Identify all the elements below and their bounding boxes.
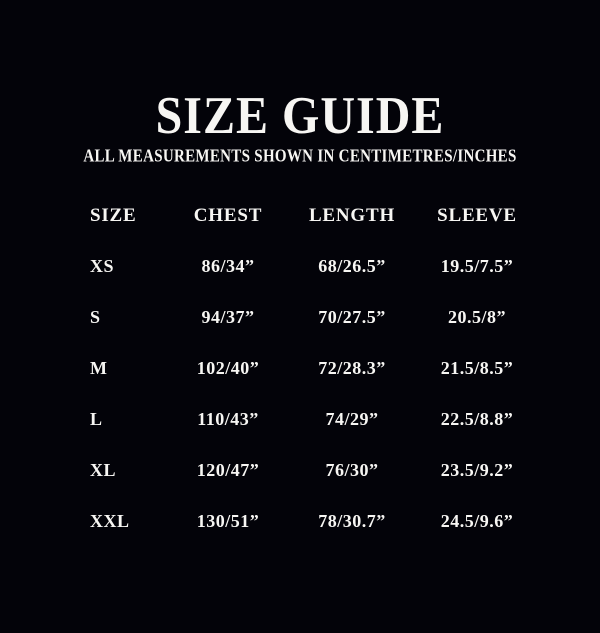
- sleeve-value-l: 22.5/8.8”: [440, 409, 514, 429]
- sleeve-value-m: 21.5/8.5”: [440, 358, 514, 378]
- length-value-xl: 76/30”: [325, 460, 379, 480]
- sleeve-value-s: 20.5/8”: [447, 307, 506, 327]
- size-label-xs: XS: [90, 256, 115, 276]
- chest-value-xl: 120/47”: [196, 460, 260, 480]
- length-value-xs: 68/26.5”: [318, 256, 386, 276]
- length-value-m: 72/28.3”: [318, 358, 386, 378]
- size-label-xl: XL: [90, 460, 117, 480]
- size-label-m: M: [90, 358, 108, 378]
- sleeve-value-xxl: 24.5/9.6”: [440, 511, 514, 531]
- sleeve-value-xs: 19.5/7.5”: [440, 256, 514, 276]
- page-title: SIZE GUIDE: [155, 86, 445, 145]
- length-value-xxl: 78/30.7”: [318, 511, 386, 531]
- size-label-l: L: [90, 409, 103, 429]
- sleeve-value-xl: 23.5/9.2”: [440, 460, 514, 480]
- page-subtitle: ALL MEASUREMENTS SHOWN IN CENTIMETRES/INCHES: [83, 147, 517, 167]
- chest-value-m: 102/40”: [196, 358, 260, 378]
- chest-value-xs: 86/34”: [201, 256, 255, 276]
- length-value-s: 70/27.5”: [318, 307, 386, 327]
- column-header-length: LENGTH: [308, 204, 396, 226]
- chest-value-s: 94/37”: [201, 307, 255, 327]
- column-header-chest: CHEST: [193, 204, 263, 226]
- size-table: [90, 190, 540, 547]
- chest-value-xxl: 130/51”: [196, 511, 260, 531]
- size-label-xxl: XXL: [90, 511, 130, 531]
- chest-value-l: 110/43”: [197, 409, 259, 429]
- column-header-sleeve: SLEEVE: [437, 204, 517, 226]
- size-label-s: S: [90, 307, 101, 327]
- length-value-l: 74/29”: [325, 409, 379, 429]
- column-header-size: SIZE: [90, 204, 137, 226]
